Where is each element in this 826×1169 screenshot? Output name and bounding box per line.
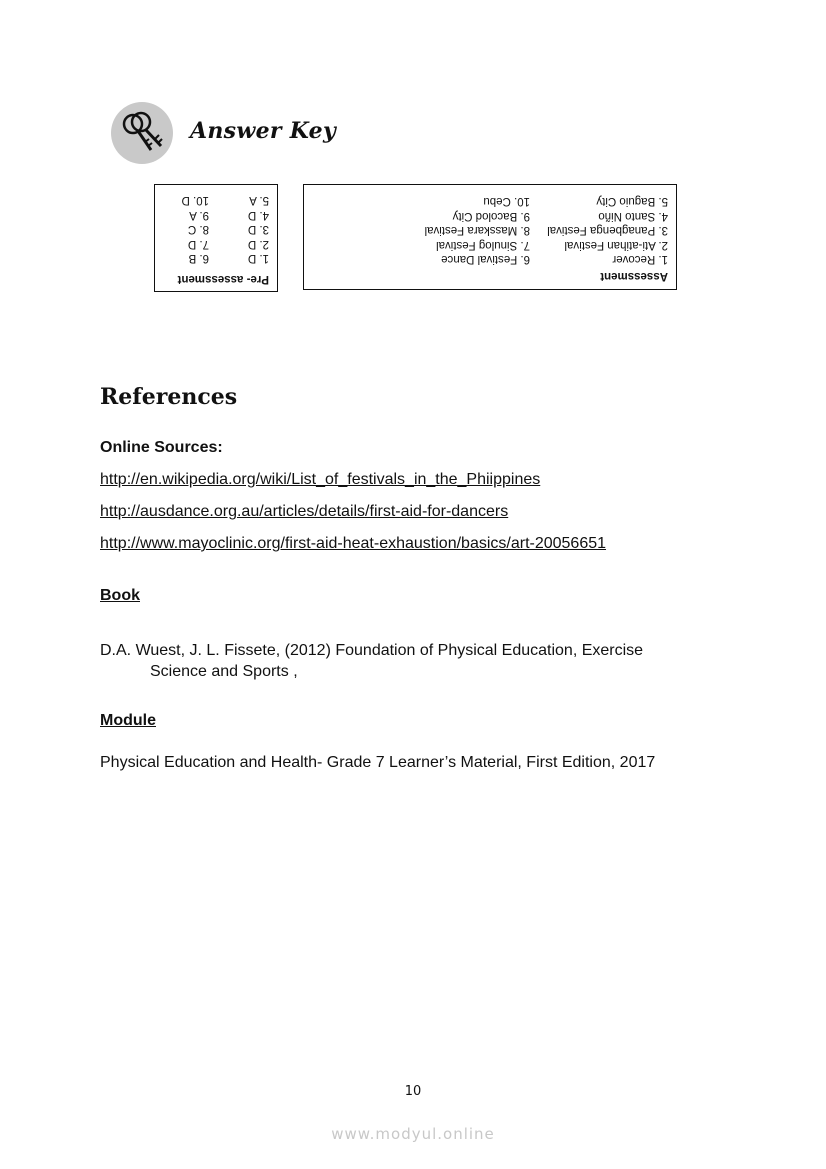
- answer-item: 6. Festival Dance: [441, 253, 530, 266]
- module-citation: Physical Education and Health- Grade 7 Learner’s Material, First Edition, 2017: [100, 754, 656, 771]
- online-sources-label: Online Sources:: [100, 439, 223, 456]
- book-citation-line2: Science and Sports ,: [150, 663, 298, 680]
- answer-item: 8. C: [187, 223, 209, 236]
- answer-item: 7. D: [187, 238, 209, 250]
- reference-link-mayoclinic[interactable]: http://www.mayoclinic.org/first-aid-heat-exhaustion/basics/art-20056651: [100, 535, 607, 552]
- answer-item: 4. Santo Niño: [598, 210, 668, 222]
- reference-link-wikipedia[interactable]: http://en.wikipedia.org/wiki/List_of_festivals_in_the_Phiippines: [100, 471, 541, 488]
- answer-item: 6. B: [188, 252, 209, 265]
- references-title: References: [100, 384, 238, 410]
- pre-assessment-content: [155, 185, 277, 291]
- book-citation: [100, 640, 740, 682]
- assessment-heading: Assessment: [600, 270, 668, 282]
- answer-item: 9. Bacolod City: [452, 210, 530, 222]
- book-citation-line1: D.A. Wuest, J. L. Fissete, (2012) Foundation of Physical Education, Exercise: [100, 642, 644, 659]
- reference-link-ausdance[interactable]: http://ausdance.org.au/articles/details/first-aid-for-dancers: [100, 503, 509, 520]
- answer-item: 2. Ati-atihan Festival: [564, 239, 668, 251]
- assessment-content: [304, 185, 676, 289]
- answer-item: 2. D: [247, 238, 269, 250]
- answer-item: 10. D: [181, 194, 209, 207]
- watermark: www.modyul.online: [331, 1125, 495, 1143]
- answer-item: 10. Cebu: [483, 195, 530, 208]
- keys-icon: [111, 102, 173, 164]
- answer-key-title: Answer Key: [190, 118, 337, 144]
- pre-assessment-heading: Pre- assessment: [177, 273, 269, 285]
- answer-item: 1. D: [247, 252, 269, 265]
- answer-item: 5. A: [249, 194, 269, 207]
- page-number: 10: [404, 1084, 422, 1099]
- answer-item: 3. D: [247, 223, 269, 236]
- answer-item: 1. Recover: [612, 253, 668, 266]
- answer-item: 7. Sinulog Festival: [436, 239, 530, 251]
- module-label: Module: [100, 712, 156, 729]
- answer-item: 3. Panagbenga Festival: [547, 224, 668, 237]
- book-label: Book: [100, 587, 140, 604]
- answer-item: 9. A: [189, 209, 209, 221]
- assessment-box: [303, 184, 677, 290]
- answer-item: 4. D: [247, 209, 269, 221]
- pre-assessment-box: [154, 184, 278, 292]
- answer-item: 5. Baguio City: [596, 195, 668, 208]
- answer-item: 8. Masskara Festival: [424, 224, 530, 237]
